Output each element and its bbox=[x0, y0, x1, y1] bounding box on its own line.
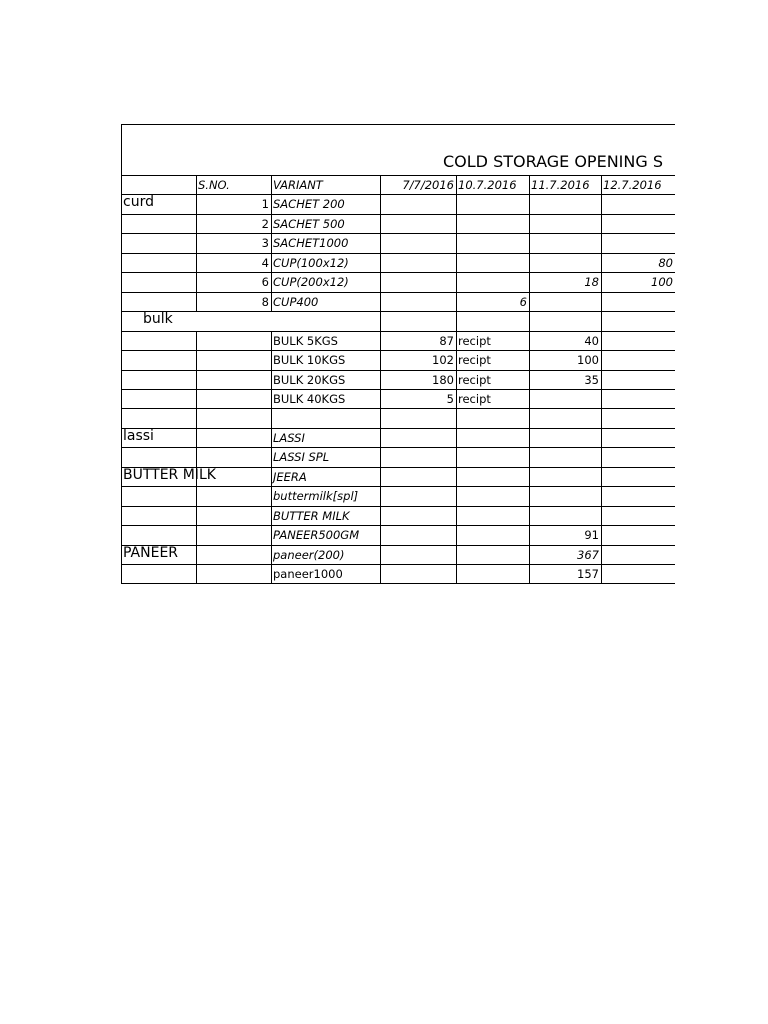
column-divider bbox=[529, 272, 530, 293]
column-divider bbox=[380, 194, 381, 215]
column-divider bbox=[196, 389, 197, 409]
value-11-7-2016: 367 bbox=[577, 548, 599, 562]
column-divider bbox=[529, 214, 530, 234]
column-divider bbox=[456, 486, 457, 507]
column-divider bbox=[456, 233, 457, 254]
column-divider bbox=[380, 272, 381, 293]
column-header: VARIANT bbox=[273, 178, 323, 192]
column-divider bbox=[380, 486, 381, 507]
column-divider bbox=[456, 311, 457, 332]
column-divider bbox=[380, 525, 381, 546]
serial-number: 1 bbox=[261, 197, 269, 211]
column-divider bbox=[271, 525, 272, 546]
column-divider bbox=[271, 175, 272, 195]
column-divider bbox=[196, 447, 197, 468]
sheet-title: COLD STORAGE OPENING S bbox=[443, 152, 663, 171]
column-divider bbox=[456, 506, 457, 526]
column-divider bbox=[601, 525, 602, 546]
value-11-7-2016: 157 bbox=[577, 567, 599, 581]
value-11-7-2016: 35 bbox=[584, 373, 599, 387]
column-divider bbox=[271, 564, 272, 584]
value-10-7-2016: recipt bbox=[458, 373, 491, 387]
column-header: 12.7.2016 bbox=[603, 178, 662, 192]
column-divider bbox=[601, 408, 602, 429]
column-divider bbox=[380, 447, 381, 468]
column-divider bbox=[601, 175, 602, 195]
column-divider bbox=[601, 486, 602, 507]
column-divider bbox=[380, 564, 381, 584]
column-divider bbox=[196, 233, 197, 254]
spreadsheet bbox=[121, 124, 675, 584]
column-divider bbox=[601, 564, 602, 584]
column-divider bbox=[380, 253, 381, 273]
column-divider bbox=[380, 311, 381, 332]
variant-name: LASSI SPL bbox=[273, 450, 330, 464]
value-11-7-2016: 100 bbox=[577, 353, 599, 367]
row-divider bbox=[121, 447, 675, 448]
column-divider bbox=[196, 486, 197, 507]
column-divider bbox=[380, 175, 381, 195]
column-divider bbox=[271, 272, 272, 293]
column-divider bbox=[601, 214, 602, 234]
column-divider bbox=[529, 525, 530, 546]
value-10-7-2016: recipt bbox=[458, 392, 491, 406]
variant-name: LASSI bbox=[273, 431, 305, 445]
serial-number: 4 bbox=[261, 256, 269, 270]
column-divider bbox=[529, 389, 530, 409]
variant-name: BULK 40KGS bbox=[273, 392, 346, 406]
variant-name: SACHET1000 bbox=[273, 236, 349, 250]
column-divider bbox=[456, 292, 457, 312]
column-divider bbox=[601, 311, 602, 332]
row-divider bbox=[121, 486, 675, 487]
category-label: lassi bbox=[123, 428, 154, 444]
variant-name: paneer1000 bbox=[273, 567, 343, 581]
serial-number: 2 bbox=[261, 217, 269, 231]
serial-number: 6 bbox=[261, 275, 269, 289]
column-divider bbox=[271, 253, 272, 273]
column-divider bbox=[196, 331, 197, 351]
column-header: 7/7/2016 bbox=[402, 178, 454, 192]
column-divider bbox=[456, 175, 457, 195]
column-divider bbox=[601, 370, 602, 390]
column-divider bbox=[196, 408, 197, 429]
category-label: PANEER bbox=[123, 545, 179, 561]
column-divider bbox=[529, 292, 530, 312]
value-12-7-2016: 100 bbox=[651, 275, 673, 289]
value-12-7-2016: 80 bbox=[658, 256, 673, 270]
column-divider bbox=[456, 389, 457, 409]
column-divider bbox=[456, 253, 457, 273]
variant-name: BULK 20KGS bbox=[273, 373, 346, 387]
column-divider bbox=[380, 292, 381, 312]
column-divider bbox=[456, 350, 457, 371]
variant-name: SACHET 200 bbox=[273, 197, 345, 211]
category-label: bulk bbox=[143, 311, 173, 327]
table-border-top bbox=[121, 124, 675, 125]
column-divider bbox=[271, 214, 272, 234]
column-divider bbox=[456, 408, 457, 429]
column-divider bbox=[601, 428, 602, 448]
column-divider bbox=[271, 506, 272, 526]
column-divider bbox=[271, 370, 272, 390]
category-label: curd bbox=[123, 194, 154, 210]
column-divider bbox=[271, 331, 272, 351]
column-divider bbox=[529, 233, 530, 254]
column-divider bbox=[529, 175, 530, 195]
column-divider bbox=[529, 564, 530, 584]
column-divider bbox=[529, 194, 530, 215]
variant-name: SACHET 500 bbox=[273, 217, 345, 231]
column-divider bbox=[380, 331, 381, 351]
column-divider bbox=[529, 506, 530, 526]
column-divider bbox=[456, 272, 457, 293]
column-divider bbox=[601, 447, 602, 468]
column-header: S.NO. bbox=[198, 178, 230, 192]
column-divider bbox=[196, 370, 197, 390]
table-border-left bbox=[121, 124, 122, 584]
column-divider bbox=[380, 506, 381, 526]
column-divider bbox=[196, 564, 197, 584]
column-divider bbox=[196, 272, 197, 293]
column-divider bbox=[380, 350, 381, 371]
variant-name: CUP400 bbox=[273, 295, 319, 309]
column-divider bbox=[380, 408, 381, 429]
column-divider bbox=[456, 331, 457, 351]
column-divider bbox=[601, 331, 602, 351]
column-divider bbox=[601, 545, 602, 565]
value-10-7-2016: 6 bbox=[519, 295, 527, 309]
column-divider bbox=[380, 233, 381, 254]
value-11-7-2016: 40 bbox=[584, 334, 599, 348]
column-divider bbox=[456, 545, 457, 565]
serial-number: 3 bbox=[261, 236, 269, 250]
variant-name: BUTTER MILK bbox=[273, 509, 350, 523]
column-divider bbox=[456, 467, 457, 487]
value-11-7-2016: 91 bbox=[584, 528, 599, 542]
variant-name: paneer(200) bbox=[273, 548, 345, 562]
column-divider bbox=[601, 389, 602, 409]
column-divider bbox=[271, 350, 272, 371]
column-divider bbox=[271, 389, 272, 409]
variant-name: JEERA bbox=[273, 470, 307, 484]
column-divider bbox=[196, 214, 197, 234]
column-divider bbox=[529, 486, 530, 507]
value-10-7-2016: recipt bbox=[458, 334, 491, 348]
column-divider bbox=[529, 253, 530, 273]
column-divider bbox=[529, 311, 530, 332]
column-divider bbox=[271, 408, 272, 429]
value-10-7-2016: recipt bbox=[458, 353, 491, 367]
column-divider bbox=[601, 350, 602, 371]
column-divider bbox=[196, 175, 197, 195]
column-divider bbox=[529, 350, 530, 371]
column-divider bbox=[529, 370, 530, 390]
value-7-7-2016: 102 bbox=[432, 353, 454, 367]
column-divider bbox=[271, 447, 272, 468]
column-divider bbox=[529, 467, 530, 487]
column-divider bbox=[380, 389, 381, 409]
column-divider bbox=[456, 428, 457, 448]
column-divider bbox=[196, 350, 197, 371]
column-divider bbox=[196, 292, 197, 312]
column-divider bbox=[196, 525, 197, 546]
variant-name: CUP(100x12) bbox=[273, 256, 349, 270]
variant-name: BULK 5KGS bbox=[273, 334, 338, 348]
row-divider bbox=[121, 506, 675, 507]
category-label: BUTTER MILK bbox=[123, 467, 216, 483]
column-divider bbox=[601, 506, 602, 526]
column-divider bbox=[601, 467, 602, 487]
value-7-7-2016: 87 bbox=[439, 334, 454, 348]
column-header: 10.7.2016 bbox=[458, 178, 517, 192]
column-divider bbox=[601, 292, 602, 312]
column-divider bbox=[529, 331, 530, 351]
value-7-7-2016: 5 bbox=[446, 392, 454, 406]
column-divider bbox=[529, 408, 530, 429]
column-divider bbox=[271, 486, 272, 507]
value-11-7-2016: 18 bbox=[584, 275, 599, 289]
column-divider bbox=[456, 525, 457, 546]
column-divider bbox=[601, 194, 602, 215]
column-divider bbox=[271, 233, 272, 254]
column-divider bbox=[456, 564, 457, 584]
column-divider bbox=[601, 272, 602, 293]
variant-name: buttermilk[spl] bbox=[273, 489, 359, 503]
column-divider bbox=[529, 428, 530, 448]
column-divider bbox=[601, 233, 602, 254]
column-divider bbox=[271, 292, 272, 312]
value-7-7-2016: 180 bbox=[432, 373, 454, 387]
column-divider bbox=[380, 428, 381, 448]
column-divider bbox=[380, 214, 381, 234]
column-divider bbox=[529, 447, 530, 468]
column-divider bbox=[601, 253, 602, 273]
variant-name: PANEER500GM bbox=[273, 528, 360, 542]
column-divider bbox=[456, 447, 457, 468]
variant-name: BULK 10KGS bbox=[273, 353, 346, 367]
column-divider bbox=[456, 214, 457, 234]
column-divider bbox=[529, 545, 530, 565]
variant-name: CUP(200x12) bbox=[273, 275, 349, 289]
column-divider bbox=[196, 506, 197, 526]
column-header: 11.7.2016 bbox=[531, 178, 590, 192]
column-divider bbox=[380, 370, 381, 390]
column-divider bbox=[196, 253, 197, 273]
serial-number: 8 bbox=[261, 295, 269, 309]
column-divider bbox=[456, 194, 457, 215]
column-divider bbox=[456, 370, 457, 390]
column-divider bbox=[380, 545, 381, 565]
column-divider bbox=[380, 467, 381, 487]
